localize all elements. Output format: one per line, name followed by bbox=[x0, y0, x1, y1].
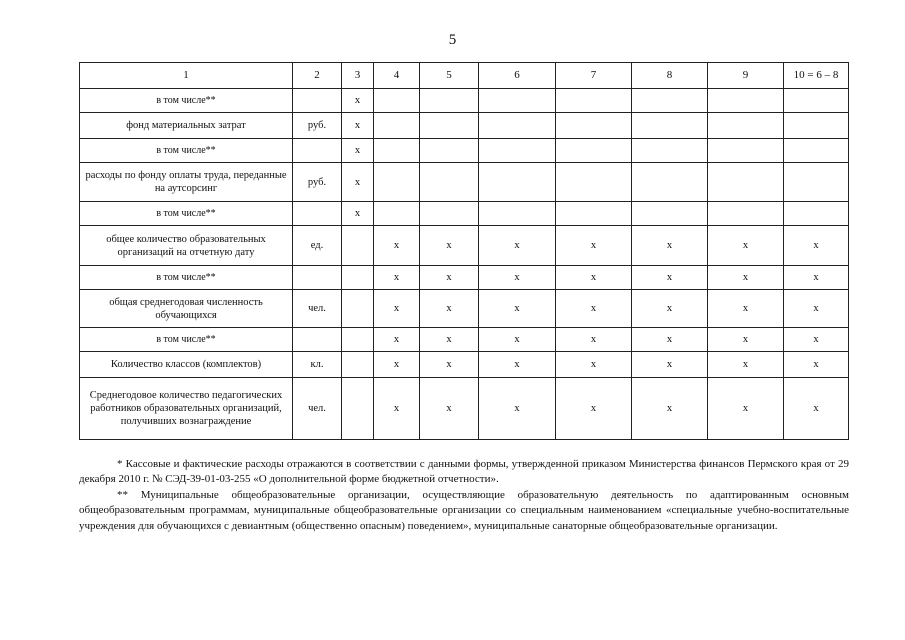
table-cell: руб. bbox=[293, 163, 342, 202]
col-header: 5 bbox=[420, 63, 479, 89]
row-label: в том числе** bbox=[80, 139, 293, 163]
table-cell bbox=[342, 378, 374, 440]
row-label: в том числе** bbox=[80, 266, 293, 290]
table-cell: х bbox=[420, 328, 479, 352]
table-cell bbox=[420, 163, 479, 202]
table-cell: х bbox=[556, 352, 632, 378]
table-cell bbox=[784, 89, 849, 113]
row-label: фонд материальных затрат bbox=[80, 113, 293, 139]
table-cell: ед. bbox=[293, 226, 342, 266]
table-cell: х bbox=[708, 226, 784, 266]
table-cell: х bbox=[374, 352, 420, 378]
table-row bbox=[80, 352, 849, 378]
table-cell bbox=[374, 202, 420, 226]
table-cell: х bbox=[632, 352, 708, 378]
table-row bbox=[80, 163, 849, 202]
table-cell: х bbox=[479, 352, 556, 378]
col-header: 9 bbox=[708, 63, 784, 89]
row-label: Среднегодовое количество педагогических работников образовательных организаций, получивших вознаграждение bbox=[80, 378, 293, 440]
table-cell bbox=[374, 139, 420, 163]
page-number: 5 bbox=[448, 32, 457, 48]
table-cell bbox=[374, 163, 420, 202]
table-cell: х bbox=[784, 328, 849, 352]
table-cell: х bbox=[342, 113, 374, 139]
table-cell bbox=[479, 139, 556, 163]
table-cell bbox=[479, 163, 556, 202]
table-cell bbox=[420, 113, 479, 139]
table-row bbox=[80, 89, 849, 113]
table-row bbox=[80, 378, 849, 440]
row-label: в том числе** bbox=[80, 328, 293, 352]
table-cell: х bbox=[479, 328, 556, 352]
table-cell: х bbox=[342, 163, 374, 202]
table-cell bbox=[708, 113, 784, 139]
table-cell: х bbox=[342, 139, 374, 163]
table-row bbox=[80, 266, 849, 290]
table-cell: х bbox=[420, 226, 479, 266]
table-cell: х bbox=[632, 266, 708, 290]
col-header: 7 bbox=[556, 63, 632, 89]
table-cell bbox=[420, 139, 479, 163]
table-cell: кл. bbox=[293, 352, 342, 378]
row-label: расходы по фонду оплаты труда, переданные на аутсорсинг bbox=[80, 163, 293, 202]
table-cell: х bbox=[342, 89, 374, 113]
table-cell: х bbox=[708, 352, 784, 378]
table-cell bbox=[632, 202, 708, 226]
table-cell: х bbox=[708, 328, 784, 352]
table-cell bbox=[479, 202, 556, 226]
table-cell bbox=[708, 202, 784, 226]
table-cell bbox=[479, 113, 556, 139]
table-cell bbox=[293, 266, 342, 290]
table-cell bbox=[632, 113, 708, 139]
table-cell: х bbox=[374, 378, 420, 440]
row-label: в том числе** bbox=[80, 202, 293, 226]
table-cell bbox=[342, 290, 374, 328]
row-label: Количество классов (комплектов) bbox=[80, 352, 293, 378]
table-cell: х bbox=[708, 266, 784, 290]
table-row bbox=[80, 202, 849, 226]
table-cell: х bbox=[420, 378, 479, 440]
table-cell bbox=[293, 89, 342, 113]
table-cell bbox=[556, 89, 632, 113]
col-header: 2 bbox=[293, 63, 342, 89]
table-cell: х bbox=[784, 378, 849, 440]
table-cell: х bbox=[632, 328, 708, 352]
table-cell: х bbox=[479, 378, 556, 440]
table-cell: х bbox=[374, 290, 420, 328]
table-cell bbox=[420, 202, 479, 226]
table-cell: х bbox=[420, 352, 479, 378]
table-cell: х bbox=[479, 226, 556, 266]
table-cell bbox=[342, 226, 374, 266]
table-cell bbox=[293, 328, 342, 352]
report-table bbox=[79, 62, 849, 440]
table-cell: х bbox=[374, 328, 420, 352]
table-cell: х bbox=[556, 328, 632, 352]
table-cell: х bbox=[374, 226, 420, 266]
table-cell: х bbox=[479, 266, 556, 290]
table-cell bbox=[374, 89, 420, 113]
table-cell: х bbox=[784, 266, 849, 290]
table-cell bbox=[293, 139, 342, 163]
table-cell bbox=[342, 266, 374, 290]
table-row bbox=[80, 139, 849, 163]
table-cell: х bbox=[632, 226, 708, 266]
table-cell: х bbox=[708, 378, 784, 440]
table-cell bbox=[784, 202, 849, 226]
table-cell bbox=[374, 113, 420, 139]
col-header: 10 = 6 – 8 bbox=[784, 63, 849, 89]
table-cell bbox=[632, 163, 708, 202]
table-cell: х bbox=[479, 290, 556, 328]
table-cell bbox=[293, 202, 342, 226]
table-cell: х bbox=[556, 266, 632, 290]
col-header: 6 bbox=[479, 63, 556, 89]
table-cell: чел. bbox=[293, 378, 342, 440]
row-label: в том числе** bbox=[80, 89, 293, 113]
table-cell bbox=[420, 89, 479, 113]
table-cell: х bbox=[632, 378, 708, 440]
col-header: 1 bbox=[80, 63, 293, 89]
table-cell: х bbox=[556, 226, 632, 266]
table-cell: х bbox=[420, 266, 479, 290]
col-header: 8 bbox=[632, 63, 708, 89]
table-cell: х bbox=[784, 226, 849, 266]
table-cell: х bbox=[342, 202, 374, 226]
table-cell bbox=[342, 328, 374, 352]
table-cell bbox=[632, 89, 708, 113]
table-row bbox=[80, 113, 849, 139]
table-cell bbox=[708, 163, 784, 202]
footnotes bbox=[79, 457, 849, 534]
table-cell bbox=[342, 352, 374, 378]
table-cell: х bbox=[784, 290, 849, 328]
table-row bbox=[80, 226, 849, 266]
table-cell: х bbox=[556, 378, 632, 440]
row-label: общее количество образовательных организаций на отчетную дату bbox=[80, 226, 293, 266]
footnote-1: * Кассовые и фактические расходы отражаются в соответствии с данными формы, утвержденной приказом Министерства финансов Пермского края от 29 декабря 2010 г. № СЭД-39-01-03-255 «О дополнительной форме бюджетной отчетности». bbox=[79, 458, 849, 486]
table-cell: чел. bbox=[293, 290, 342, 328]
row-label: общая среднегодовая численность обучающихся bbox=[80, 290, 293, 328]
table-cell bbox=[784, 113, 849, 139]
table-cell bbox=[708, 139, 784, 163]
table-cell: х bbox=[632, 290, 708, 328]
table-cell bbox=[556, 163, 632, 202]
table-cell: х bbox=[708, 290, 784, 328]
table-cell bbox=[784, 139, 849, 163]
footnote-2: ** Муниципальные общеобразовательные организации, осуществляющие образовательную деятельность по адаптированным основным общеобразовательным программам, муниципальные общеобразовательные организации со специальным наименованием «специальные учебно-воспитательные учреждения для обучающихся с девиантным (общественно опасным) поведением», муниципальные санаторные общеобразовательные организации. bbox=[79, 488, 849, 532]
table-cell: руб. bbox=[293, 113, 342, 139]
table-row bbox=[80, 290, 849, 328]
table-cell bbox=[556, 113, 632, 139]
col-header: 3 bbox=[342, 63, 374, 89]
col-header: 4 bbox=[374, 63, 420, 89]
table-cell: х bbox=[420, 290, 479, 328]
table-cell bbox=[632, 139, 708, 163]
table-cell bbox=[556, 202, 632, 226]
table-cell: х bbox=[374, 266, 420, 290]
table-cell bbox=[784, 163, 849, 202]
table-cell bbox=[708, 89, 784, 113]
table-cell: х bbox=[556, 290, 632, 328]
table-cell bbox=[556, 139, 632, 163]
header-row bbox=[80, 63, 849, 89]
table-cell bbox=[479, 89, 556, 113]
table-row bbox=[80, 328, 849, 352]
table-cell: х bbox=[784, 352, 849, 378]
